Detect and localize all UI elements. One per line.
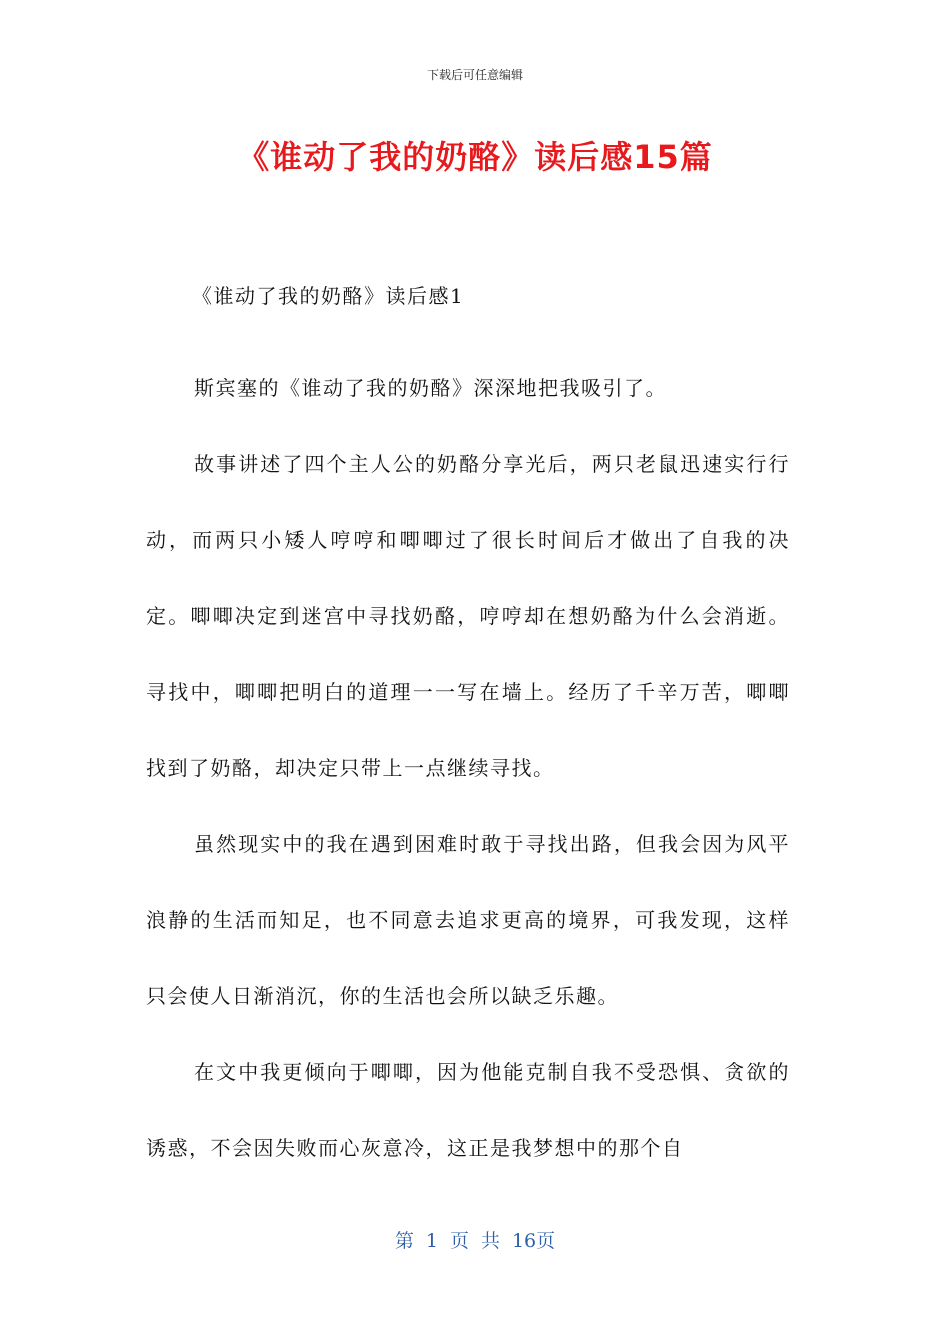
footer-total-prefix: 共 [480, 1230, 500, 1252]
header-note: 下载后可任意编辑 [426, 68, 523, 82]
paragraph: 斯宾塞的《谁动了我的奶酪》深深地把我吸引了。 [194, 376, 667, 400]
footer-page-number: 1 [425, 1230, 438, 1252]
paragraph: 虽然现实中的我在遇到困难时敢于寻找出路，但我会因为风平浪静的生活而知足，也不同意去追求更高的境界，可我发现，这样只会使人日渐消沉，你的生活也会所以缺乏乐趣。 [146, 832, 790, 1008]
page-footer [0, 1226, 950, 1253]
paragraph: 故事讲述了四个主人公的奶酪分享光后，两只老鼠迅速实行行动，而两只小矮人哼哼和唧唧过了很长时间后才做出了自我的决定。唧唧决定到迷宫中寻找奶酪，哼哼却在想奶酪为什么会消逝。寻找中，唧唧把明白的道理一一写在墙上。经历了千辛万苦，唧唧找到了奶酪，却决定只带上一点继续寻找。 [146, 452, 790, 780]
footer-prefix: 第 [394, 1230, 414, 1252]
document-body [146, 350, 790, 1186]
footer-total-pages: 16页 [511, 1230, 556, 1252]
section-heading: 《谁动了我的奶酪》读后感1 [192, 284, 465, 308]
document-title: 《谁动了我的奶酪》读后感15篇 [237, 138, 713, 176]
footer-page-label: 页 [449, 1230, 469, 1252]
paragraph: 在文中我更倾向于唧唧，因为他能克制自我不受恐惧、贪欲的诱惑，不会因失败而心灰意冷，这正是我梦想中的那个自 [146, 1060, 790, 1160]
